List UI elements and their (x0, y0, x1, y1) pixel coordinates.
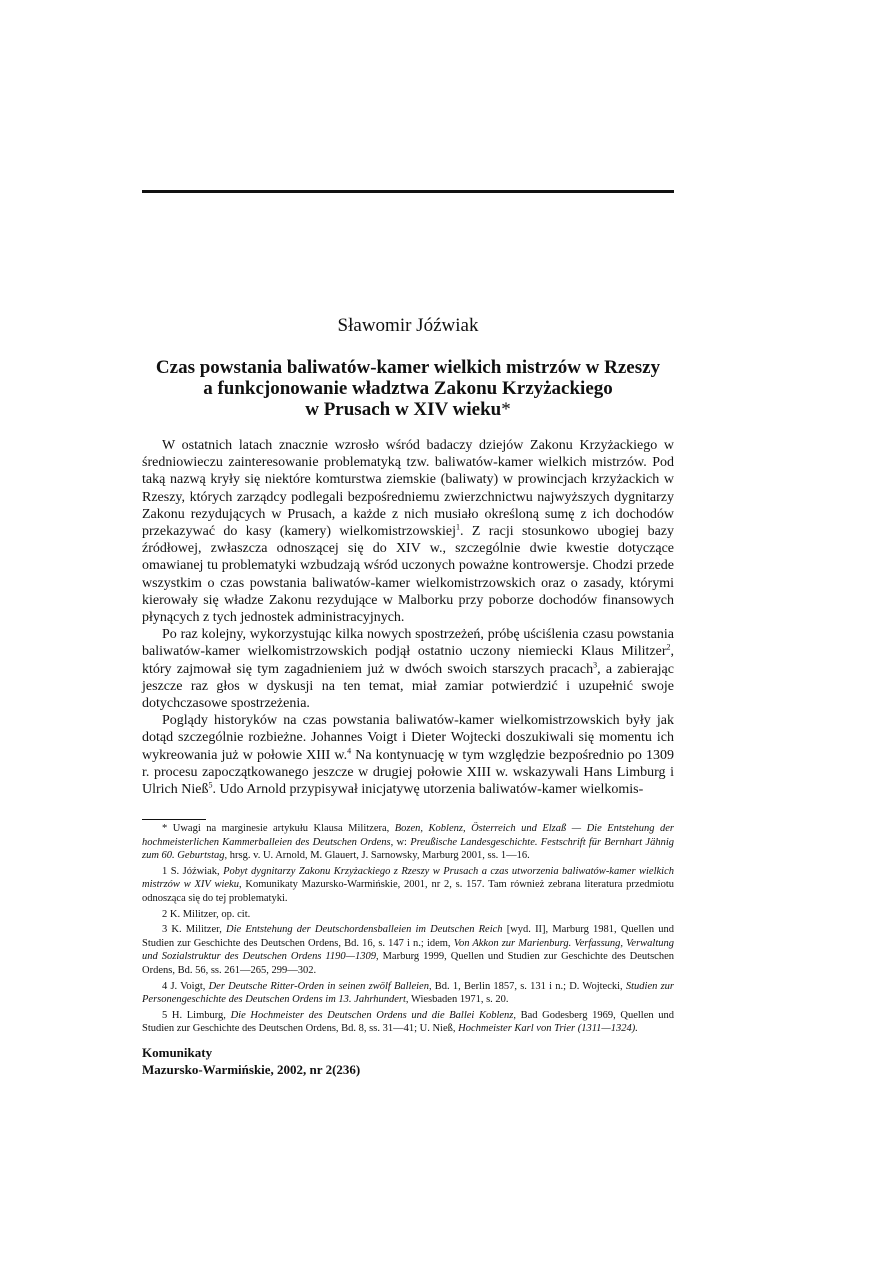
title-line-1: Czas powstania baliwatów-kamer wielkich mistrzów w Rzeszy (155, 357, 661, 378)
footnote-ref-3: 3 (593, 659, 598, 669)
journal-issue: Mazursko-Warmińskie, 2002, nr 2(236) (142, 1062, 361, 1077)
article-body (142, 437, 674, 798)
paragraph-2: Po raz kolejny, wykorzystując kilka nowych spostrzeżeń, próbę uściślenia czasu powstania baliwatów-kamer wielkomistrzowskich podjął ostatnio uczony niemiecki Klaus Militzer$^2$, który zajmował się tym zagadnieniem już w dwóch swoich starszych pracach$^3$, a zabierając jeszcze raz głos w dyskusji na ten temat, miał zamiar potwierdzić i uzupełnić swoje dotychczasowe spostrzeżenia. (142, 627, 674, 712)
article-title (142, 357, 674, 420)
title-line-3: w Prusach w XIV wieku* (305, 399, 511, 420)
top-rule (142, 190, 674, 193)
footnote-ref-4: 4 (347, 746, 352, 755)
journal-reference (142, 1044, 542, 1078)
footnote-3: 3 K. Militzer, Die Entstehung der Deutschordensballeien im Deutschen Reich [wyd. II], Marburg 1981, Quellen und Studien zur Geschichte des Deutschen Ordens, Bd. 16, s. 147 i n.; idem, Von Akkon zur Marienburg. Verfassung, Verwaltung und Sozialstruktur des Deutschen Ordens 1190—1309, Marburg 1999, Quellen und Studien zur Geschichte des Deutschen Ordens, Bd. 56, ss. 261—265, 299—302. (142, 924, 675, 976)
journal-name: Komunikaty (142, 1045, 213, 1060)
footnote-ref-5: 5 (208, 780, 213, 790)
footnote-2: 2 K. Militzer, op. cit. (162, 908, 251, 920)
paragraph-3: Poglądy historyków na czas powstania baliwatów-kamer wielkomistrzowskich były jak dotąd szczególnie rozbieżne. Johannes Voigt i Dieter Wojtecki doszukiwali się momentu ich wykreowania już w połowie XIII w.$^4$ Na kontynuację w tym względzie bezpośrednio po 1309 r. procesu zapoczątkowanego jeszcze w drugiej połowie XIII w. wskazywali Hans Limburg i Ulrich Nieß$^5$. Udo Arnold przypisywał inicjatywę utorzenia baliwatów-kamer wielkomis- (142, 713, 674, 798)
footnote-star: * Uwagi na marginesie artykułu Klausa Militzera, Bozen, Koblenz, Österreich und Elzaß — Die Entstehung der hochmeisterlichen Kammerballeien des Deutschen Ordens, w: Preußische Landesgeschichte. Festschrift für Bernhart Jähnig zum 60. Geburtstag, hrsg. v. U. Arnold, M. Glauert, J. Sarnowsky, Marburg 2001, ss. 1—16. (142, 823, 674, 862)
paragraph-1: W ostatnich latach znacznie wzrosło wśród badaczy dziejów Zakonu Krzyżackiego w średniowieczu zainteresowanie problematyką tzw. baliwatów-kamer wielkich mistrzów. Pod taką nazwą kryły się niektóre komturstwa ziemskie (baliwaty) w prowincjach krzyżackich w Rzeszy, których zarządcy podlegali bezpośredniemu zwierzchnictwu najwyższych dygnitarzy Zakonu rezydujących w Prusach, a każde z nich musiało określoną sumę z ich dochodów przekazywać do kasy (kamery) wielkomistrzowskiej$^1$. Z racji stosunkowo ubogiej bazy źródłowej, zwłaszcza odnoszącej się do XIV w., szczególnie dwie kwestie dotyczące omawianej tu problematyki wzbudzają wśród uczonych poważne kontrowersje. Chodzi przede wszystkim o czas powstania baliwatów-kamer wielkomistrzowskich oraz o zasady, którymi kierowały się władze Zakonu rezydujące w Malborku przy poborze dochodów finansowych płynących z tych jednostek administracyjnych. (142, 438, 674, 626)
footnote-1: 1 S. Jóźwiak, Pobyt dygnitarzy Zakonu Krzyżackiego z Rzeszy w Prusach a czas utworzenia baliwatów-kamer wielkich mistrzów w XIV wieku, Komunikaty Mazursko-Warmińskie, 2001, nr 2, s. 157. Tam również zebrana literatura przedmiotu odnosząca się do tej problematyki. (142, 865, 675, 904)
footnotes (142, 822, 674, 1038)
footnote-ref-1: 1 (456, 522, 461, 532)
footnote-separator (142, 819, 206, 820)
footnote-4: 4 J. Voigt, Der Deutsche Ritter-Orden in seinen zwölf Balleien, Bd. 1, Berlin 1857, s. 131 i n.; D. Wojtecki, Studien zur Personengeschichte des Deutschen Ordens im 13. Jahrhundert, Wiesbaden 1971, s. 20. (142, 980, 674, 1006)
footnote-ref-2: 2 (666, 642, 671, 652)
title-line-2: a funkcjonowanie władztwa Zakonu Krzyżackiego (203, 378, 613, 399)
footnote-5: 5 H. Limburg, Die Hochmeister des Deutschen Ordens und die Ballei Koblenz, Bad Godesberg 1969, Quellen und Studien zur Geschichte des Deutschen Ordens, Bd. 8, ss. 31—41; U. Nieß, Hochmeister Karl von Trier (1311—1324). (142, 1009, 675, 1035)
author-name: Sławomir Jóźwiak (337, 315, 479, 336)
title-footnote-mark: * (501, 399, 511, 420)
